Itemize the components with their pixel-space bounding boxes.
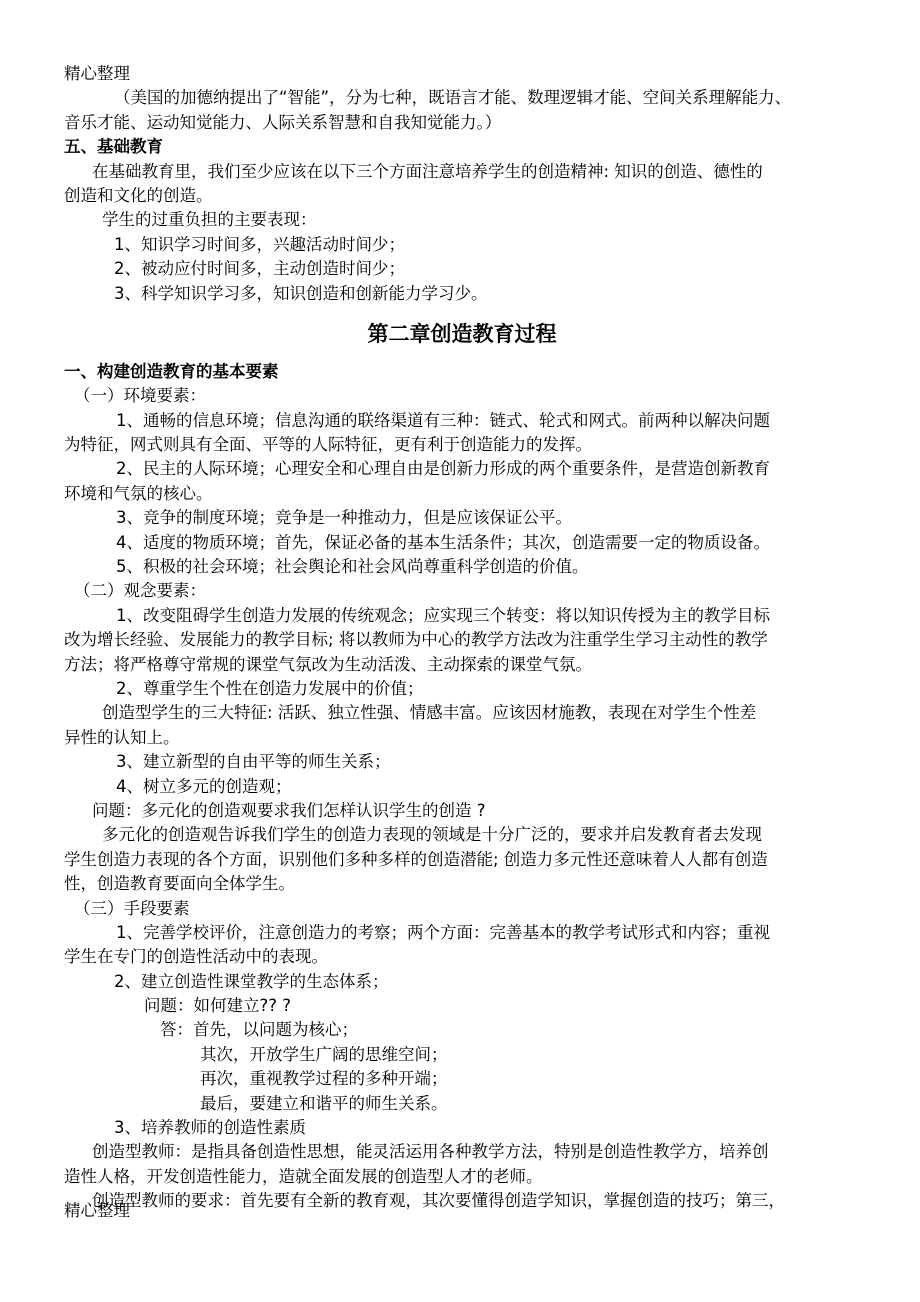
text-line: 创造型学生的三大特征: 活跃、独立性强、情感丰富。应该因材施教，表现在对学生个性差 [102,703,757,723]
text-line: 2、尊重学生个性在创造力发展中的价值； [116,678,424,698]
text-line: 创造型教师：是指具备创造性思想，能灵活运用各种教学方法，特别是创造性教学方，培养创 [92,1142,769,1162]
text-line: 学生的过重负担的主要表现： [102,210,317,230]
text-line: 1、知识学习时间多，兴趣活动时间少； [114,234,405,254]
text-line: 1、完善学校评价，注意创造力的考察；两个方面：完善基本的教学考试形式和内容；重视 [116,922,770,942]
text-line: （一）环境要素： [74,386,206,406]
text-line: 再次，重视教学过程的多种开端； [200,1069,448,1089]
document-page [64,62,860,1214]
text-line: 3、科学知识学习多，知识创造和创新能力学习少。 [114,283,488,303]
text-line: 2、被动应付时间多，主动创造时间少； [114,259,405,279]
text-line: 3、建立新型的自由平等的师生关系； [116,752,391,772]
text-line: 创造型教师的要求：首先要有全新的教育观，其次要懂得创造学知识，掌握创造的技巧；第三， [92,1191,785,1211]
text-line: 为特征，网式则具有全面、平等的人际特征，更有利于创造能力的发挥。 [64,435,592,455]
text-line: 1、通畅的信息环境；信息沟通的联络渠道有三种：链式、轮式和网式。前两种以解决问题 [116,410,770,430]
text-line: 5、积极的社会环境；社会舆论和社会风尚尊重科学创造的价值。 [116,557,589,577]
text-line: 其次，开放学生广阔的思维空间； [200,1044,448,1064]
text-line: 一、构建创造教育的基本要素 [64,361,279,381]
chapter-title: 第二章创造教育过程 [367,321,557,346]
text-line: 环境和气氛的核心。 [64,483,213,503]
text-line: 3、竞争的制度环境；竞争是一种推动力，但是应该保证公平。 [116,508,572,528]
text-line: 2、民主的人际环境；心理安全和心理自由是创新力形成的两个重要条件，是营造创新教育 [116,459,770,479]
text-line: 2、建立创造性课堂教学的生态体系； [114,971,389,991]
text-line: 4、树立多元的创造观； [116,776,292,796]
text-line: 五、基础教育 [64,137,163,157]
text-line: 在基础教育里，我们至少应该在以下三个方面注意培养学生的创造精神: 知识的创造、德性的 [92,161,763,181]
text-line: 答：首先，以问题为核心； [160,1020,358,1040]
text-line: 创造和文化的创造。 [64,185,213,205]
text-line: 造性人格，开发创造性能力，造就全面发展的创造型人才的老师。 [64,1166,543,1186]
text-line: 4、适度的物质环境；首先，保证必备的基本生活条件；其次，创造需要一定的物质设备。 [116,532,770,552]
text-line: 3、培养教师的创造性素质 [114,1118,306,1138]
text-line: 多元化的创造观告诉我们学生的创造力表现的领域是十分广泛的，要求并启发教育者去发现 [102,825,762,845]
intro-section [64,86,860,306]
page-footer: 精心整理 [64,1201,130,1220]
text-line: （三）手段要素 [74,898,190,918]
text-line: 改为增长经验、发展能力的教学目标; 将以教师为中心的教学方法改为注重学生学习主动性的教学 [64,630,768,650]
text-line: 问题：如何建立?? ? [144,996,292,1016]
text-line: 最后，要建立和谐平的师生关系。 [200,1093,448,1113]
text-line: （美国的加德纳提出了“智能”，分为七种，既语言才能、数理逻辑才能、空间关系理解能力、 [114,88,792,108]
text-line: 1、改变阻碍学生创造力发展的传统观念；应实现三个转变：将以知识传授为主的教学目标 [116,605,770,625]
text-line: 异性的认知上。 [64,727,180,747]
text-line: 学生在专门的创造性活动中的表现。 [64,947,328,967]
text-line: 方法；将严格尊守常规的课堂气氛改为生动活泼、主动探索的课堂气氛。 [64,654,592,674]
text-line: 学生创造力表现的各个方面，识别他们多种多样的创造潜能; 创造力多元性还意味着人人都有创造 [64,849,768,869]
text-line: （二）观念要素： [74,581,206,601]
page-header: 精心整理 [64,64,130,83]
text-line: 问题：多元化的创造观要求我们怎样认识学生的创造 ? [92,800,486,820]
text-line: 性，创造教育要面向全体学生。 [64,874,295,894]
text-line: 音乐才能、运动知觉能力、人际关系智慧和自我知觉能力。） [64,112,502,132]
chapter-body [64,360,860,1214]
